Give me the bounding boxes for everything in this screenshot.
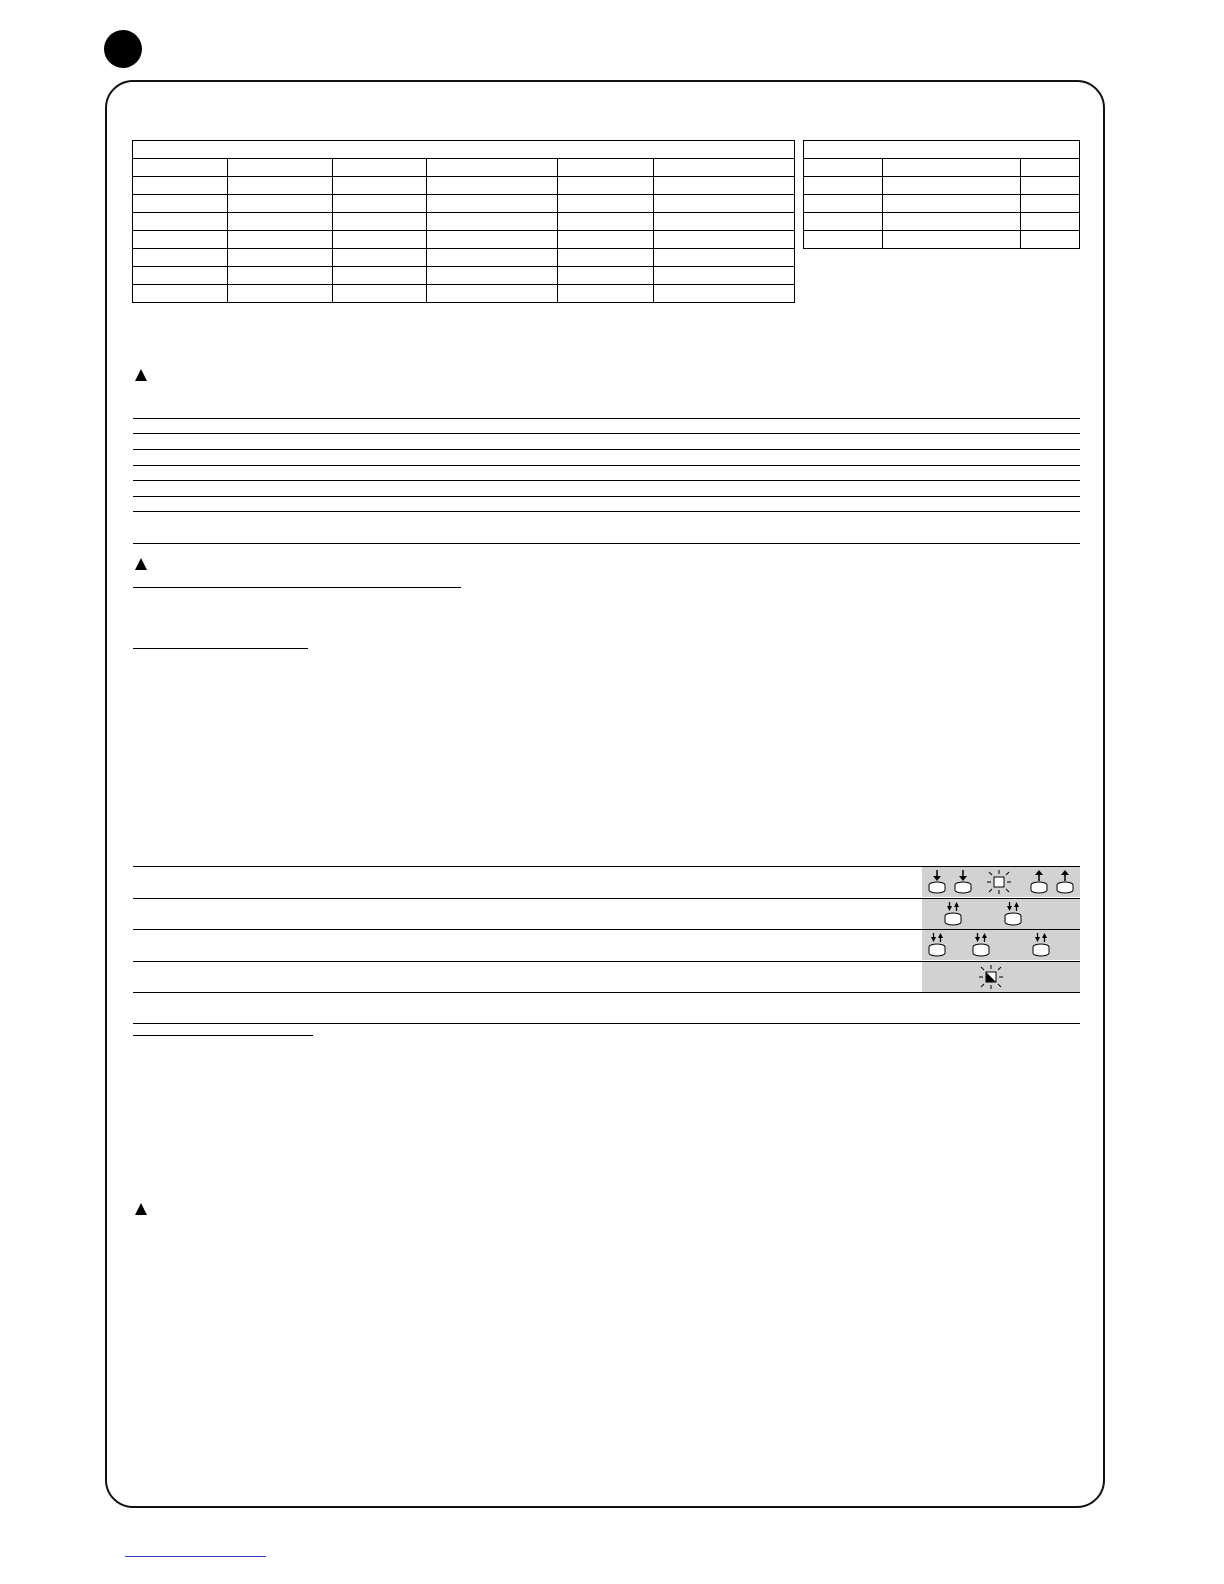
table-cell	[1021, 231, 1080, 249]
footer-link[interactable]	[125, 1556, 266, 1557]
rule-line	[133, 480, 1080, 481]
table-cell	[883, 159, 1021, 177]
rule-line	[133, 1023, 1080, 1024]
table-cell	[883, 177, 1021, 195]
table-row	[804, 195, 1080, 213]
rule-line	[133, 449, 1080, 450]
table-cell	[558, 285, 654, 303]
table-cell	[558, 195, 654, 213]
table-cell	[427, 267, 558, 285]
table-cell	[654, 249, 795, 267]
table-cell	[228, 231, 333, 249]
table-cell	[654, 285, 795, 303]
table-cell	[333, 267, 427, 285]
table-cell	[804, 195, 883, 213]
table-cell	[883, 195, 1021, 213]
table-cell	[883, 213, 1021, 231]
rule-line	[133, 465, 1080, 466]
table-row	[133, 231, 795, 249]
table-row	[804, 141, 1080, 159]
table-cell	[1021, 195, 1080, 213]
warning-triangle-icon	[134, 1202, 148, 1216]
table-cell	[654, 213, 795, 231]
command-4-icons	[922, 962, 1080, 992]
table-cell	[558, 249, 654, 267]
table-cell	[558, 177, 654, 195]
table-cell	[427, 177, 558, 195]
table-cell	[133, 231, 228, 249]
table-cell	[228, 177, 333, 195]
table-cell	[558, 159, 654, 177]
table-cell	[133, 267, 228, 285]
table-row	[804, 213, 1080, 231]
rule-line	[133, 496, 1080, 497]
button-press-down-icon	[952, 869, 974, 895]
table-cell	[804, 177, 883, 195]
table-row	[133, 141, 795, 159]
table-cell	[333, 249, 427, 267]
table-cell	[558, 267, 654, 285]
table-cell	[654, 159, 795, 177]
subsection-heading-underline	[133, 648, 308, 649]
table-cell	[333, 231, 427, 249]
table-cell	[427, 231, 558, 249]
table-cell	[228, 249, 333, 267]
table-cell	[333, 159, 427, 177]
button-press-release-icon	[970, 932, 992, 958]
rule-line	[133, 418, 1080, 419]
table-cell	[654, 177, 795, 195]
table-cell	[133, 159, 228, 177]
button-press-down-icon	[926, 869, 948, 895]
table-cell	[427, 195, 558, 213]
button-release-up-icon	[1028, 869, 1050, 895]
flashing-light-icon	[986, 870, 1012, 894]
rule-line	[133, 511, 1080, 512]
page-marker-circle-icon	[104, 30, 142, 68]
table-cell	[133, 249, 228, 267]
rule-line	[133, 433, 1080, 434]
table-cell	[333, 213, 427, 231]
table-cell	[228, 213, 333, 231]
table-cell	[333, 195, 427, 213]
table-row	[133, 177, 795, 195]
table-cell	[558, 213, 654, 231]
table-cell	[333, 177, 427, 195]
table-cell	[883, 231, 1021, 249]
table-cell	[133, 213, 228, 231]
table-cell	[427, 285, 558, 303]
button-press-release-icon	[926, 932, 948, 958]
table-row	[133, 159, 795, 177]
table-row	[804, 159, 1080, 177]
flashing-light-half-icon	[978, 965, 1004, 989]
table-cell	[654, 195, 795, 213]
table-title-cell	[133, 141, 795, 159]
button-release-up-icon	[1054, 869, 1076, 895]
table-cell	[133, 285, 228, 303]
section-heading-underline	[133, 587, 461, 588]
table-row	[133, 249, 795, 267]
table-cell	[427, 159, 558, 177]
table-cell	[1021, 159, 1080, 177]
table-row	[133, 285, 795, 303]
rule-line	[133, 543, 1080, 544]
table-title-cell	[804, 141, 1080, 159]
warning-triangle-icon	[134, 557, 148, 571]
table-cell	[228, 267, 333, 285]
button-press-release-icon	[1030, 932, 1052, 958]
table-cell	[1021, 213, 1080, 231]
table-cell	[228, 159, 333, 177]
table-cell	[804, 159, 883, 177]
command-row-divider	[133, 992, 1080, 993]
table-cell	[427, 213, 558, 231]
table-cell	[1021, 177, 1080, 195]
button-press-release-icon	[942, 901, 964, 927]
table-cell	[228, 195, 333, 213]
table-row	[133, 267, 795, 285]
table-cell	[654, 231, 795, 249]
table-cell	[133, 195, 228, 213]
table-row	[133, 195, 795, 213]
table-cell	[427, 249, 558, 267]
table-row	[133, 213, 795, 231]
command-1-icons	[922, 867, 1080, 897]
table-cell	[654, 267, 795, 285]
button-press-release-icon	[1002, 901, 1024, 927]
table-cell	[133, 177, 228, 195]
command-2-icons	[922, 899, 1080, 929]
table-cell	[558, 231, 654, 249]
warning-triangle-icon	[134, 368, 148, 382]
table-row	[804, 231, 1080, 249]
table-cell	[228, 285, 333, 303]
section-heading-underline	[133, 1035, 313, 1036]
table-row	[804, 177, 1080, 195]
specifications-table	[132, 140, 795, 303]
secondary-table	[803, 140, 1080, 249]
table-cell	[804, 231, 883, 249]
table-cell	[804, 213, 883, 231]
command-3-icons	[922, 930, 1080, 960]
table-cell	[333, 285, 427, 303]
